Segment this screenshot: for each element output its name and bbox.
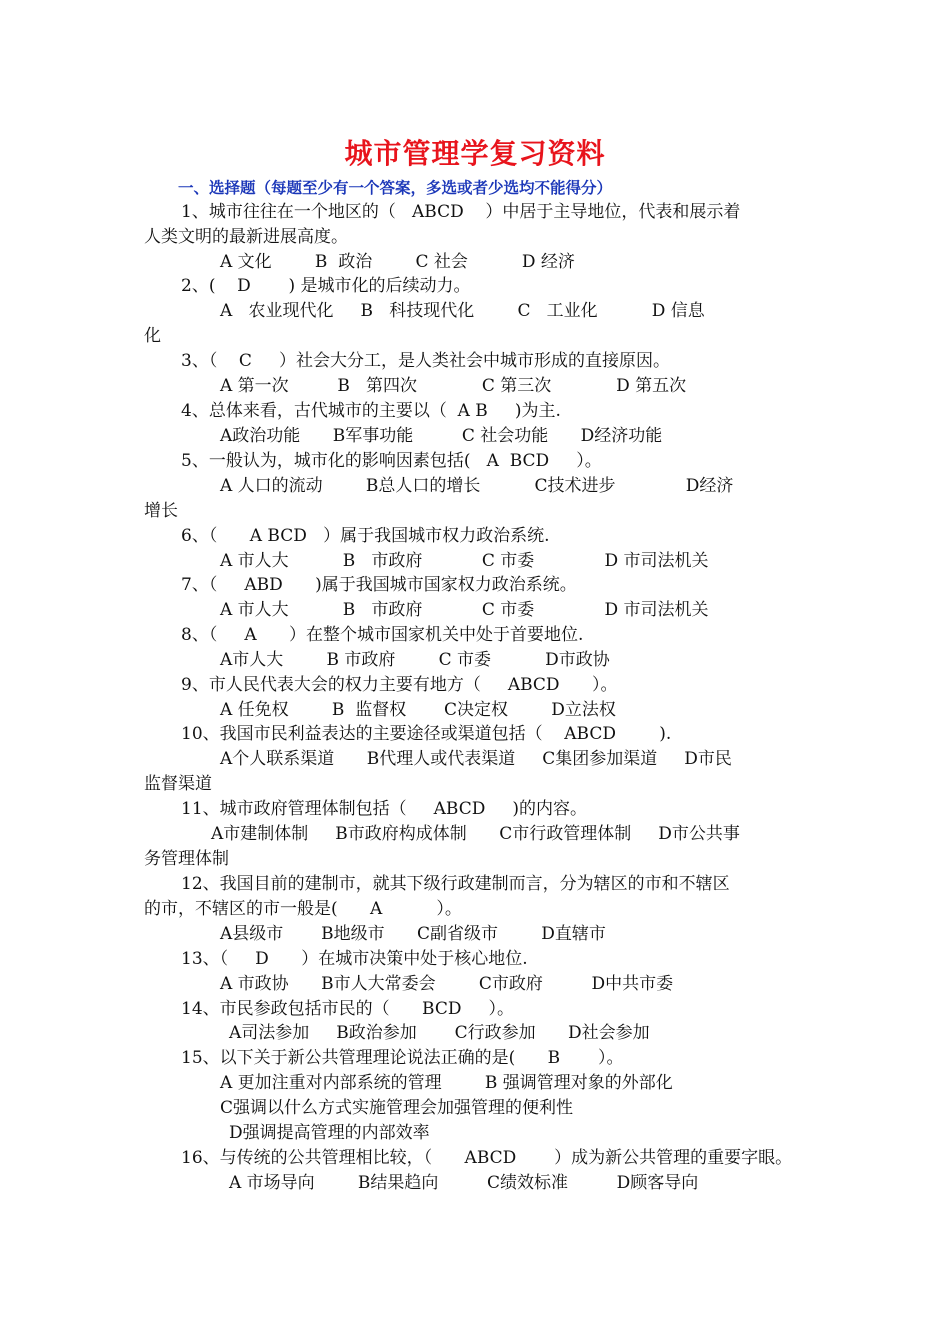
text-line: A 农业现代化 B 科技现代化 C 工业化 D 信息 xyxy=(220,301,705,321)
text-line: A 任免权 B 监督权 C决定权 D立法权 xyxy=(220,700,616,720)
text-line: 4、总体来看，古代城市的主要以（ A B )为主. xyxy=(181,401,561,421)
text-line: A市人大 B 市政府 C 市委 D市政协 xyxy=(220,650,610,670)
text-line: 12、我国目前的建制市，就其下级行政建制而言，分为辖区的市和不辖区 xyxy=(181,874,730,894)
text-line: 增长 xyxy=(144,501,178,521)
text-line: 人类文明的最新进展高度。 xyxy=(144,227,348,247)
text-line: 8、（ A ）在整个城市国家机关中处于首要地位. xyxy=(181,625,584,645)
text-line: A 文化 B 政治 C 社会 D 经济 xyxy=(220,252,575,272)
text-line: 监督渠道 xyxy=(144,774,212,794)
text-line: 1、城市往往在一个地区的（ ABCD ）中居于主导地位，代表和展示着 xyxy=(181,202,741,222)
text-line: A个人联系渠道 B代理人或代表渠道 C集团参加渠道 D市民 xyxy=(220,749,732,769)
text-line: 7、（ ABD )属于我国城市国家权力政治系统。 xyxy=(181,575,577,595)
text-line: A 更加注重对内部系统的管理 B 强调管理对象的外部化 xyxy=(220,1073,673,1093)
text-line: 10、我国市民利益表达的主要途径或渠道包括（ ABCD ). xyxy=(181,724,672,744)
text-line: D强调提高管理的内部效率 xyxy=(229,1123,430,1143)
text-line: A司法参加 B政治参加 C行政参加 D社会参加 xyxy=(229,1023,650,1043)
document-title: 城市管理学复习资料 xyxy=(344,137,606,170)
text-line: A政治功能 B军事功能 C 社会功能 D经济功能 xyxy=(220,426,663,446)
text-line: 化 xyxy=(144,326,161,346)
text-line: 16、与传统的公共管理相比较，（ ABCD ）成为新公共管理的重要字眼。 xyxy=(181,1148,793,1168)
text-line: 3、（ C ）社会大分工，是人类社会中城市形成的直接原因。 xyxy=(181,351,670,371)
text-line: 15、以下关于新公共管理理论说法正确的是( B ）。 xyxy=(181,1048,624,1068)
text-line: 9、市人民代表大会的权力主要有地方（ ABCD ）。 xyxy=(181,675,618,695)
text-line: 务管理体制 xyxy=(144,849,229,869)
text-line: 的市，不辖区的市一般是( A ）。 xyxy=(144,899,462,919)
text-line: 6、（ A BCD ）属于我国城市权力政治系统. xyxy=(181,526,550,546)
text-line: 13、（ D ）在城市决策中处于核心地位. xyxy=(181,949,528,969)
text-line: A 市人大 B 市政府 C 市委 D 市司法机关 xyxy=(220,551,709,571)
text-line: 2、( D ) 是城市化的后续动力。 xyxy=(181,276,471,296)
text-line: A 第一次 B 第四次 C 第三次 D 第五次 xyxy=(220,376,687,396)
text-line: A市建制体制 B市政府构成体制 C市行政管理体制 D市公共事 xyxy=(211,824,740,844)
text-line: A 市政协 B市人大常委会 C市政府 D中共市委 xyxy=(220,974,674,994)
text-line: A 市人大 B 市政府 C 市委 D 市司法机关 xyxy=(220,600,709,620)
text-line: C强调以什么方式实施管理会加强管理的便利性 xyxy=(220,1098,574,1118)
text-line: A 市场导向 B结果趋向 C绩效标准 D顾客导向 xyxy=(229,1173,699,1193)
text-line: A县级市 B地级市 C副省级市 D直辖市 xyxy=(220,924,606,944)
text-line: 5、一般认为，城市化的影响因素包括( A BCD ）。 xyxy=(181,451,602,471)
text-line: 14、市民参政包括市民的（ BCD ）。 xyxy=(181,999,515,1019)
text-line: A 人口的流动 B总人口的增长 C技术进步 D经济 xyxy=(220,476,734,496)
section-heading: 一、选择题（每题至少有一个答案，多选或者少选均不能得分） xyxy=(178,179,613,197)
text-line: 11、城市政府管理体制包括（ ABCD )的内容。 xyxy=(181,799,588,819)
